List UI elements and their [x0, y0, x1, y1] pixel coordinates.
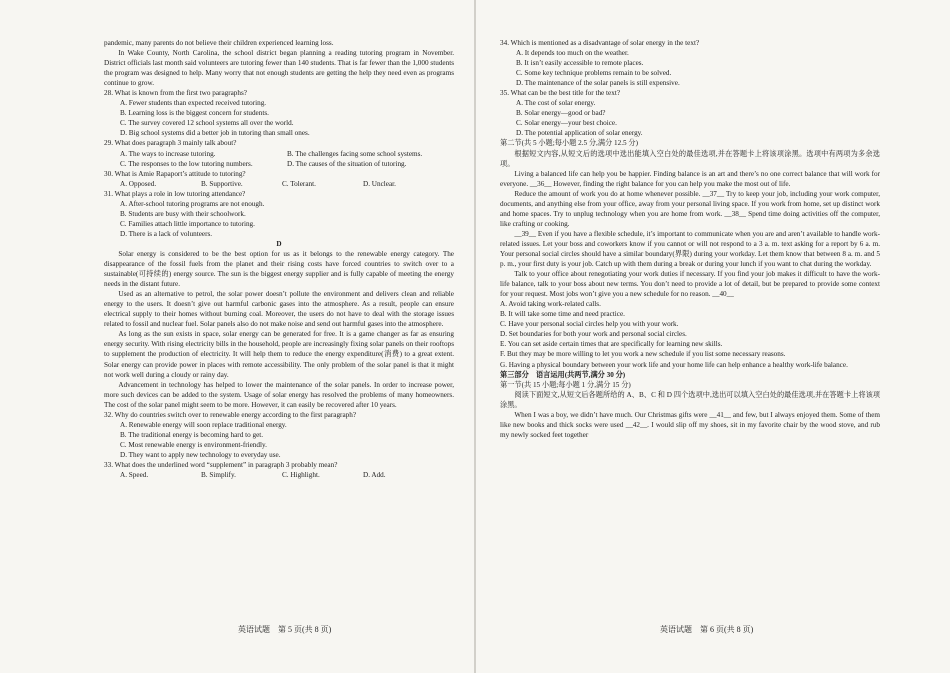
- paragraph: __39__ Even if you have a flexible schedule, it’s important to communicate when you are and aren’t available to handle work-related issues. Let your boss and coworkers know if you cannot or will not respond to a 3 a. m. text asking for a report by 6 a. m. Your personal social circles should have a similar boundary(界限) during your workday. Let them know that between 8 a. m. and 5 p. m., your first duty is your job. Catch up with them during a break or during your lunch if you want to chat during the workday.: [500, 229, 880, 269]
- paragraph: When I was a boy, we didn’t have much. Our Christmas gifts were __41__ and few, but I always enjoyed them. Some of them like new books and thick socks were used __42__. I would slip off my shoes, sit in my favorite chair by the wood stove, and rub my newly socked feet together: [500, 410, 880, 439]
- answer-option: A. Fewer students than expected received tutoring.: [120, 99, 267, 108]
- option-row: [104, 159, 454, 169]
- option-item: B. Supportive.: [201, 179, 243, 188]
- option-item: D. Add.: [363, 471, 386, 480]
- paragraph: Talk to your office about renegotiating your work duties if necessary. If you find your job makes it difficult to have the work-life balance, talk to your boss about new terms. You don’t need to provide a lot of detail, but be prepared to provide some context for your request. Most jobs won’t give you a new schedule for no reason. __40__: [500, 270, 880, 299]
- answer-option: D. They want to apply new technology to everyday use.: [120, 450, 281, 459]
- question: 32. Why do countries switch over to renewable energy according to the first paragraph?: [104, 410, 357, 419]
- question: C. Have your personal social circles help you with your work.: [500, 320, 679, 329]
- paragraph: Solar energy is considered to be the best option for us as it belongs to the renewable energy category. The disappearance of the fossil fuels from the planet and their rising costs have forced countries to switch over to a sustainable(可持续的) energy source. The sun is the biggest energy supplier and is fully capable of meeting the energy needs in the distant future.: [104, 249, 454, 289]
- left-page-footer: 英语试题 第 5 页(共 8 页): [238, 625, 332, 634]
- answer-option: B. Solar energy—good or bad?: [516, 109, 606, 118]
- option-item: C. Highlight.: [282, 471, 320, 480]
- question: B. It will take some time and need practice.: [500, 310, 625, 319]
- question: 28. What is known from the first two paragraphs?: [104, 89, 247, 98]
- option-row: [104, 470, 454, 480]
- answer-option: C. Solar energy—your best choice.: [516, 119, 617, 128]
- option-item: A. Speed.: [120, 471, 149, 480]
- option-item: D. Unclear.: [363, 179, 396, 188]
- paragraph: 阅读下面短文,从短文后各题所给的 A、B、C 和 D 四个选项中,选出可以填入空白处的最佳选项,并在答题卡上将该项涂黑。: [500, 390, 880, 409]
- answer-option: B. The traditional energy is becoming hard to get.: [120, 430, 264, 439]
- answer-option: C. Some key technique problems remain to be solved.: [516, 69, 672, 78]
- question: 33. What does the underlined word “supplement” in paragraph 3 probably mean?: [104, 460, 338, 469]
- right-page-column: [500, 38, 880, 440]
- question: E. You can set aside certain times that are specifically for learning new skills.: [500, 340, 723, 349]
- question: 31. What plays a role in low tutoring attendance?: [104, 189, 246, 198]
- paragraph: 根据短文内容,从短文后的选项中选出能填入空白处的最佳选项,并在答题卡上将该项涂黑。选项中有两项为多余选项。: [500, 149, 880, 168]
- answer-option: C. The survey covered 12 school systems all over the world.: [120, 119, 294, 128]
- option-item: D. The causes of the situation of tutoring.: [287, 159, 407, 168]
- answer-option: A. The cost of solar energy.: [516, 99, 596, 108]
- option-item: C. The responses to the low tutoring numbers.: [120, 159, 253, 168]
- option-item: C. Tolerant.: [282, 179, 316, 188]
- answer-option: B. Learning loss is the biggest concern for students.: [120, 109, 269, 118]
- answer-option: A. After-school tutoring programs are not enough.: [120, 199, 265, 208]
- paragraph: Used as an alternative to petrol, the solar power doesn’t pollute the environment and delivers clean and reliable energy to the users. It doesn’t give out harmful carbonic gases into the atmosphere. As a result, people can ensure electrical supply to their homes without burning coal. Moreover, the users do not have to deal with the storage issues related to fossil and nuclear fuel. Solar panels also do not make noise and send out harmful gases into the atmosphere.: [104, 290, 454, 329]
- answer-option: D. The maintenance of the solar panels is still expensive.: [516, 79, 680, 88]
- question: A. Avoid taking work-related calls.: [500, 300, 601, 309]
- passage-heading: D: [276, 239, 282, 248]
- answer-option: C. Most renewable energy is environment-friendly.: [120, 440, 267, 449]
- question: D. Set boundaries for both your work and personal social circles.: [500, 330, 687, 339]
- answer-option: A. It depends too much on the weather.: [516, 49, 629, 58]
- option-item: B. The challenges facing some school systems.: [287, 149, 423, 158]
- paragraph: In Wake County, North Carolina, the school district began planning a reading tutoring program in November. District officials last month said volunteers are tutoring fewer than 140 students. That is far fewer than the 1,000 students the program was designed to help. Many worry that not enough students are getting the help they need even as programs continue to grow.: [104, 49, 454, 88]
- question: F. But they may be more willing to let you work a new schedule if you list some necessary reasons.: [500, 350, 786, 359]
- answer-option: D. There is a lack of volunteers.: [120, 229, 213, 238]
- answer-option: D. Big school systems did a better job in tutoring than small ones.: [120, 129, 310, 138]
- paragraph: As long as the sun exists in space, solar energy can be generated for free. It is a game changer as far as ensuring energy security. With rising electricity bills in the household, people are increasingly fixing solar panels on their rooftops to supplement the production of electricity. It will help them to reduce the energy expenditure(消费) to a great extent. Solar energy can provide power in places with remote accessibility. The only problem of the solar panel is that it might not work well during a cloudy or rainy day.: [104, 330, 454, 379]
- question: 30. What is Amie Rapaport’s attitude to tutoring?: [104, 169, 246, 178]
- answer-option: C. Families attach little importance to tutoring.: [120, 219, 255, 228]
- paragraph: pandemic, many parents do not believe their children experienced learning loss.: [104, 39, 334, 47]
- left-page-column: [104, 38, 454, 480]
- question: 第二节(共 5 小题;每小题 2.5 分,满分 12.5 分): [500, 139, 638, 148]
- option-item: A. Opposed.: [120, 179, 157, 188]
- option-row: [104, 149, 454, 159]
- section-heading: 第三部分 语言运用(共两节,满分 30 分): [500, 370, 626, 379]
- question: 35. What can be the best title for the text?: [500, 89, 621, 98]
- answer-option: B. It isn’t easily accessible to remote places.: [516, 59, 644, 68]
- option-row: [104, 179, 454, 189]
- paragraph: Living a balanced life can help you be happier. Finding balance is an art and there’s no one correct balance that will work for everyone. __36__ However, finding the right balance for you can help you make the most out of life.: [500, 169, 880, 188]
- answer-option: A. Renewable energy will soon replace traditional energy.: [120, 420, 287, 429]
- answer-option: B. Students are busy with their schoolwork.: [120, 209, 246, 218]
- paragraph: Reduce the amount of work you do at home whenever possible. __37__ Try to keep your job, including your work computer, documents, and anything else from your office, away from your personal living space. If you work from home, set up distinct work and home spaces. Try to unplug technology when you are home from work. __38__ Spend time doing activities off the computer, like crafting or cooking.: [500, 189, 880, 228]
- question: 34. Which is mentioned as a disadvantage of solar energy in the text?: [500, 39, 700, 47]
- question: G. Having a physical boundary between your work life and your home life can help enhance a healthy work-life balance.: [500, 360, 848, 369]
- paragraph: Advancement in technology has helped to lower the maintenance of the solar panels. In order to increase power, more such devices can be added to the system. Usage of solar energy has resolved the problems of many homeowners. The cost of the solar panel might seem to be more. However, it can easily be recovered after 10 years.: [104, 380, 454, 409]
- question: 第一节(共 15 小题;每小题 1 分,满分 15 分): [500, 380, 631, 389]
- option-item: B. Simplify.: [201, 471, 236, 480]
- answer-option: D. The potential application of solar energy.: [516, 129, 643, 138]
- question: 29. What does paragraph 3 mainly talk about?: [104, 139, 237, 148]
- option-item: A. The ways to increase tutoring.: [120, 149, 216, 158]
- page-fold: [474, 0, 476, 673]
- right-page-footer: 英语试题 第 6 页(共 8 页): [660, 625, 754, 634]
